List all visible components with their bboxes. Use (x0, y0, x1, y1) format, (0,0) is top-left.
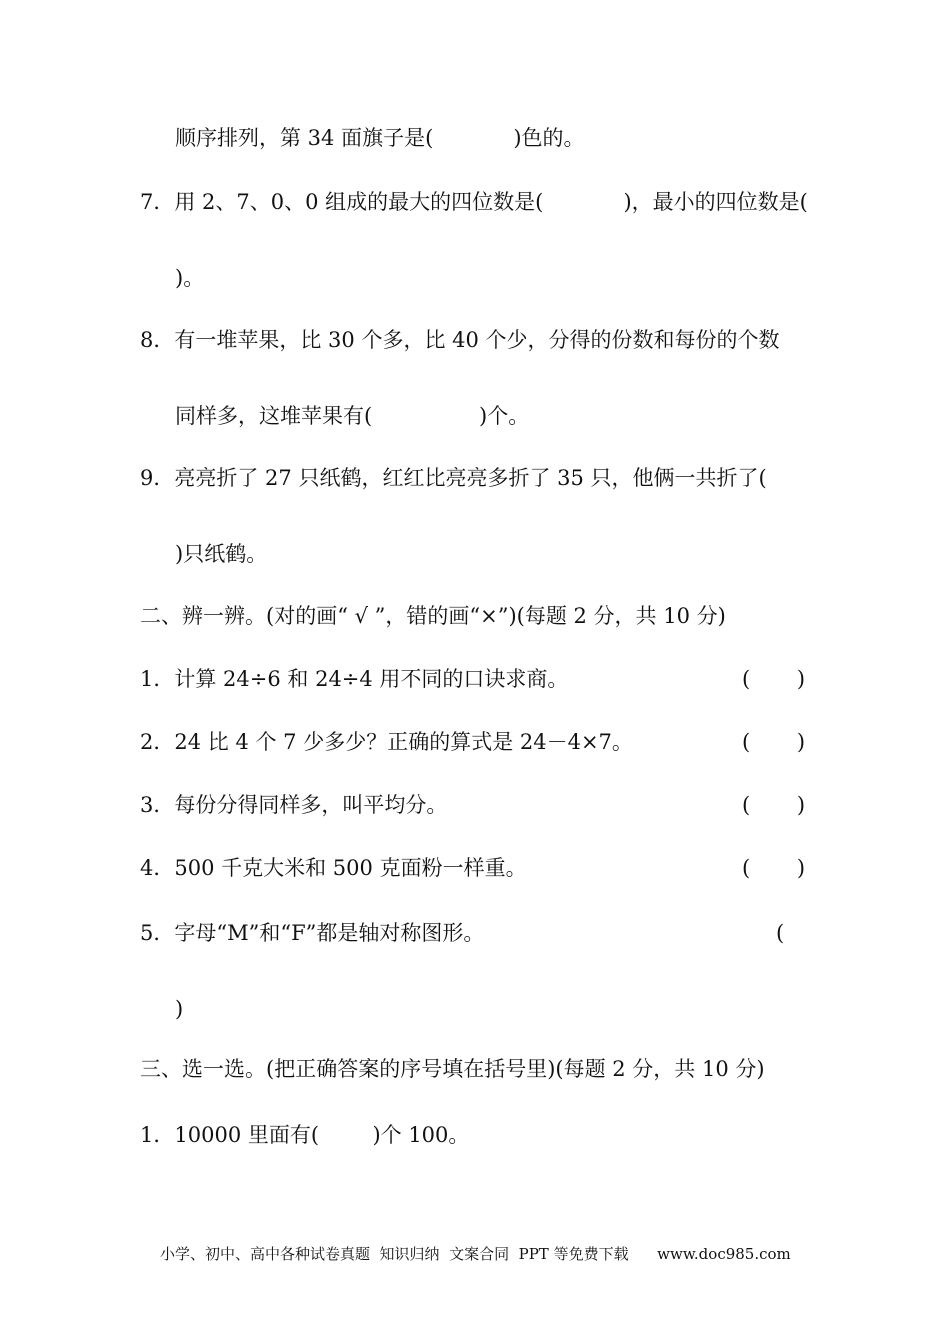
question-8 (140, 326, 780, 354)
judge-question-4 (140, 854, 527, 882)
judge-question-3 (140, 791, 447, 819)
section-2-title: 二、辨一辨。(对的画“ √ ”，错的画“×”)(每题 2 分，共 10 分) (140, 604, 726, 628)
answer-parentheses[interactable]: ( ) (742, 667, 806, 691)
answer-parentheses[interactable]: ( (776, 921, 785, 945)
question-number: 7． (140, 190, 175, 214)
question-text: 计算 24÷6 和 24÷4 用不同的口诀求商。 (174, 667, 569, 691)
question-number: 4． (140, 856, 175, 880)
question-8-continuation: 同样多，这堆苹果有( )个。 (175, 404, 530, 428)
question-text: 每份分得同样多，叫平均分。 (174, 793, 448, 817)
question-text: 10000 里面有( )个 100。 (174, 1123, 470, 1147)
judge-question-1 (140, 665, 568, 693)
choice-question-1 (140, 1121, 469, 1149)
question-7 (140, 188, 808, 216)
question-text: 亮亮折了 27 只纸鹤，红红比亮亮多折了 35 只，他俩一共折了( (174, 466, 767, 490)
section-3-title: 三、选一选。(把正确答案的序号填在括号里)(每题 2 分，共 10 分) (140, 1057, 765, 1081)
question-text: 字母“M”和“F”都是轴对称图形。 (174, 921, 485, 945)
answer-parentheses[interactable]: ( ) (742, 793, 806, 817)
question-number: 5． (140, 921, 175, 945)
question-number: 1． (140, 667, 175, 691)
question-number: 3． (140, 793, 175, 817)
answer-parentheses[interactable]: ( ) (742, 730, 806, 754)
question-number: 9． (140, 466, 175, 490)
judge-question-5-continuation: ) (175, 997, 184, 1021)
question-number: 2． (140, 730, 175, 754)
judge-question-5 (140, 919, 484, 947)
question-6-continuation: 顺序排列，第 34 面旗子是( )色的。 (175, 126, 585, 150)
question-9-continuation: )只纸鹤。 (175, 542, 268, 566)
page-footer: 小学、初中、高中各种试卷真题 知识归纳 文案合同 PPT 等免费下载 www.doc985.com (160, 1245, 791, 1263)
question-9 (140, 464, 767, 492)
question-7-continuation: )。 (175, 266, 205, 290)
question-text: 用 2、7、0、0 组成的最大的四位数是( )，最小的四位数是( (174, 190, 808, 214)
question-text: 有一堆苹果，比 30 个多，比 40 个少，分得的份数和每份的个数 (174, 328, 780, 352)
judge-question-2 (140, 728, 633, 756)
question-text: 500 千克大米和 500 克面粉一样重。 (174, 856, 527, 880)
question-number: 1． (140, 1123, 175, 1147)
answer-parentheses[interactable]: ( ) (742, 856, 806, 880)
question-text: 24 比 4 个 7 少多少？正确的算式是 24－4×7。 (174, 730, 633, 754)
question-number: 8． (140, 328, 175, 352)
